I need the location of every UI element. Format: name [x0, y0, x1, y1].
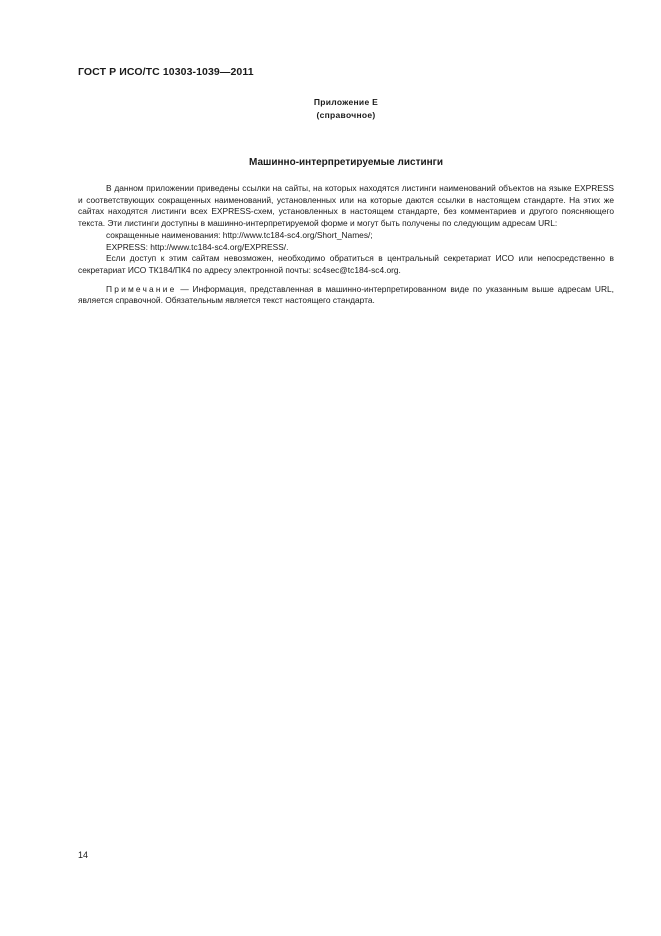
page-number: 14 [78, 850, 89, 860]
url-short-names: сокращенные наименования: http://www.tc184-sc4.org/Short_Names/; [106, 229, 373, 240]
paragraph-intro: В данном приложении приведены ссылки на сайты, на которых находятся листинги наименований объектов на языке EXPRESS и соответствующих сокращенных наименований, установленных или на которые даются ссылки в настоящем стандарте. На этих же сайтах находятся листинги всех EXPRESS-схем, установленных в настоящем стандарте, без комментариев и другого поясняющего текста. Эти листинги доступны в машинно-интерпретируемой форме и могут быть получены по следующим адресам URL: [78, 183, 614, 229]
annex-heading [78, 96, 614, 122]
section-title: Машинно-интерпретируемые листинги [249, 157, 443, 168]
standard-header: ГОСТ Р ИСО/ТС 10303-1039—2011 [78, 66, 254, 78]
url-express: EXPRESS: http://www.tc184-sc4.org/EXPRESS/. [106, 241, 289, 252]
note-paragraph [78, 284, 614, 307]
note-label: Примечание [106, 283, 177, 294]
annex-title: Приложение Е [313, 97, 379, 107]
paragraph-contact: Если доступ к этим сайтам невозможен, необходимо обратиться в центральный секретариат ИСО или непосредственно в секретариат ИСО ТК184/ПК4 по адресу электронной почты: sc4sec@tc184-sc4.org. [78, 253, 614, 275]
annex-type: (справочное) [316, 110, 376, 120]
note-text: — Информация, представленная в машинно-интерпретированном виде по указанным выше адресам URL, является справочной. Обязательным является текст настоящего стандарта. [78, 283, 614, 306]
body-text [78, 183, 614, 307]
